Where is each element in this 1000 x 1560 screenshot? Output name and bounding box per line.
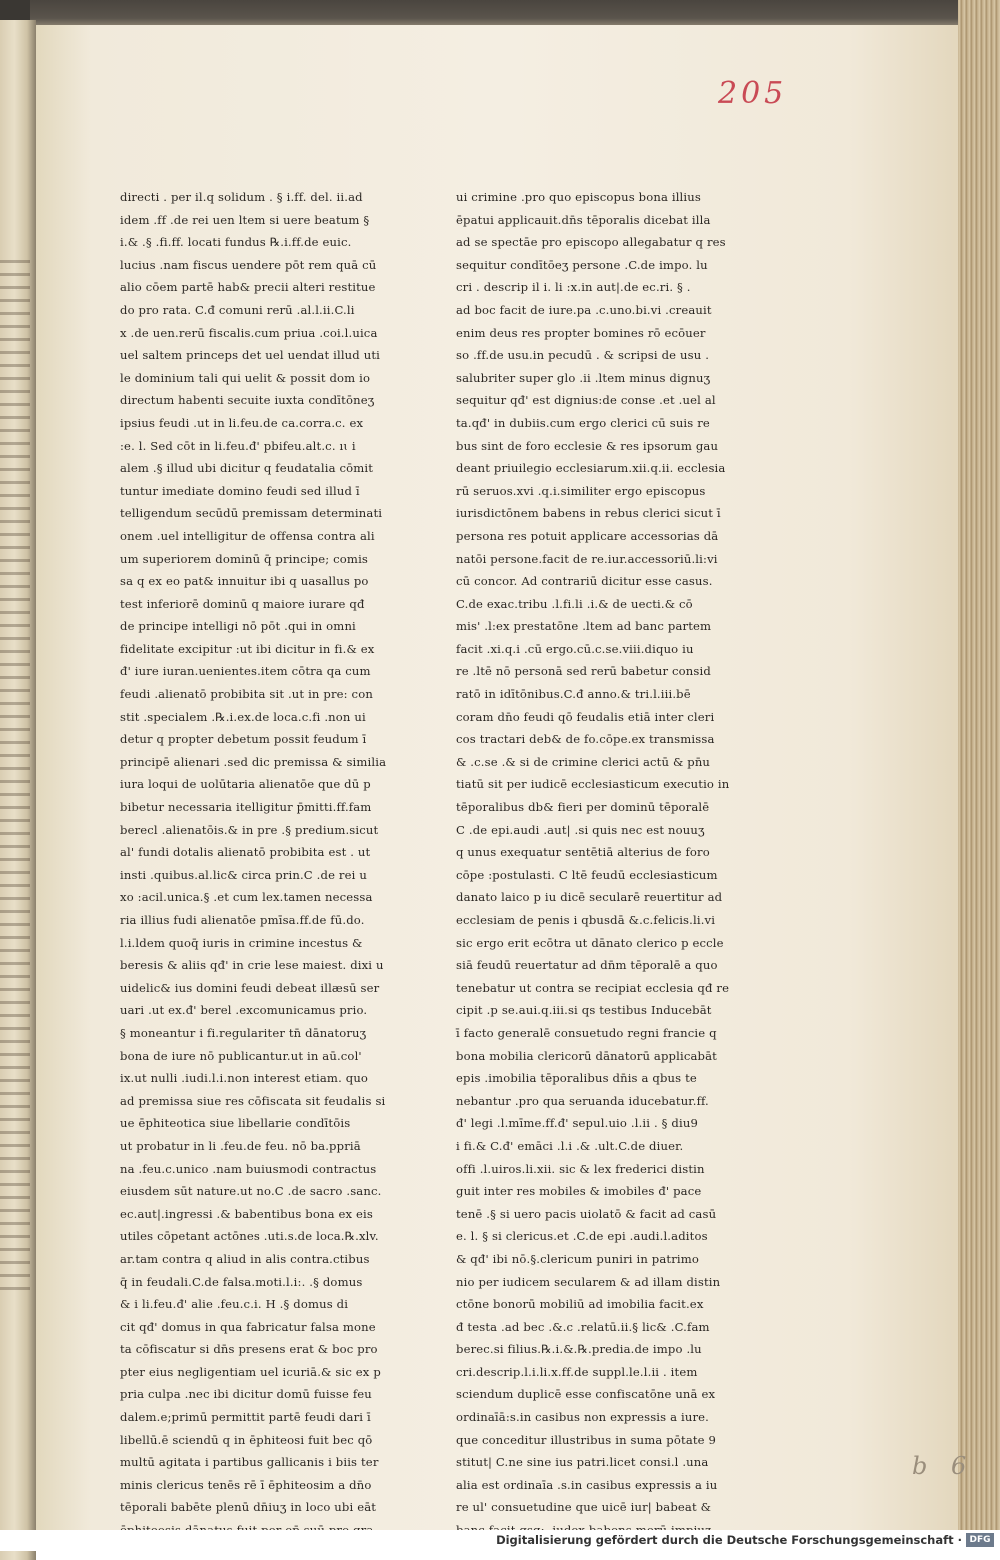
text-line: idem .ff .de rei uen ltem si uere beatum § xyxy=(120,212,370,227)
text-line: epis .imobilia tēporalibus dn̄is a qbus te xyxy=(456,1071,697,1086)
text-line: xo :acil.unica.§ .et cum lex.tamen necessa xyxy=(120,890,373,905)
text-line: facit .xi.q.i .cū ergo.cū.c.se.viii.diquo iu xyxy=(456,641,694,656)
text-line: enim deus res propter bomines rō ecōuer xyxy=(456,325,706,340)
text-line: lucius .nam fiscus uendere pōt rem quā cū xyxy=(120,257,377,272)
text-line: cri . descrip il i. li :x.in aut|.de ec.ri. § . xyxy=(456,280,691,295)
text-line: guit inter res mobiles & imobiles đ' pace xyxy=(456,1184,702,1199)
text-line: rū seruos.xvi .q.i.similiter ergo episcopus xyxy=(456,483,706,498)
text-line: nio per iudicem secularem & ad illam distin xyxy=(456,1274,721,1289)
text-line: ad boc facit de iure.pa .c.uno.bi.vi .creauit xyxy=(456,302,712,317)
text-line: multū agitata i partibus gallicanis i biis ter xyxy=(120,1455,379,1470)
text-line: mis' .l:ex prestatōne .ltem ad banc partem xyxy=(456,619,712,634)
text-line: tenebatur ut contra se recipiat ecclesia qđ re xyxy=(456,980,730,995)
text-line: ria illius fudi alienatōe pmīsa.ff.de fū.do. xyxy=(120,913,365,927)
text-line: q unus exequatur sentētiā alterius de foro xyxy=(456,845,710,860)
footer-credit: Digitalisierung gefördert durch die Deutsche Forschungsgemeinschaft · xyxy=(496,1533,962,1547)
text-line: re ul' consuetudine que uicē iur| babeat & xyxy=(456,1500,712,1515)
text-line: danato laico p iu dicē secularē reuertitur ad xyxy=(456,890,723,905)
text-line: berecl .alienatōis.& in pre .§ predium.sicut xyxy=(120,822,379,837)
text-line: C .de epi.audi .aut| .si quis nec est nouuʒ xyxy=(456,822,705,837)
text-line: al' fundi dotalis alienatō probibita est . ut xyxy=(120,845,371,860)
text-line: so .ff.de usu.in pecudū . & scripsi de usu . xyxy=(456,348,710,363)
text-line: stit .specialem .℞.i.ex.de loca.c.fi .non ui xyxy=(120,709,366,724)
folio-number: 205 xyxy=(718,76,788,111)
text-line: nebantur .pro qua seruanda iducebatur.ff. xyxy=(456,1093,709,1108)
text-line: pria culpa .nec ibi dicitur domū fuisse feu xyxy=(120,1387,372,1402)
text-line: cipit .p se.aui.q.iii.si qs testibus Inducebāt xyxy=(456,1003,712,1018)
text-line: ar.tam contra q aliud in alis contra.ctibus xyxy=(120,1251,370,1266)
text-line: eiusdem sūt nature.ut no.C .de sacro .sanc. xyxy=(120,1184,382,1199)
text-line: alem .§ illud ubi dicitur q feudatalia cōmit xyxy=(120,461,374,476)
text-line: tēporalibus db& fieri per dominū tēporalē xyxy=(456,800,710,815)
text-line: cōpe :postulasti. C ltē feudū ecclesiasticum xyxy=(456,867,718,882)
text-line: :e. l. Sed cōt in li.feu.đ' pbifeu.alt.c. ıɩ i xyxy=(120,438,356,453)
corner-annotation: b 6 xyxy=(912,1452,975,1480)
text-line: ordinaīā:s.in casibus non expressis a iure. xyxy=(456,1410,710,1425)
text-line: dalem.e;primū permittit partē feudi dari ī xyxy=(120,1410,371,1425)
text-line: directum habenti secuite iuxta condītōneʒ xyxy=(120,393,375,408)
text-line: đ' legi .l.mīme.ff.đ' sepul.uio .l.ii . § diu9 xyxy=(456,1116,698,1131)
text-line: ta.qđ' in dubiis.cum ergo clerici cū suis re xyxy=(456,415,710,430)
text-line: beresis & aliis qđ' in crie lese maiest. dixi u xyxy=(120,958,384,973)
text-line: persona res potuit applicare accessorias dā xyxy=(456,528,719,543)
text-line: detur q propter debetum possit feudum ī xyxy=(120,732,367,747)
text-line: de principe intelligi nō pōt .qui in omni xyxy=(120,619,356,634)
text-line: fidelitate excipitur :ut ibi dicitur in fi.& ex xyxy=(120,641,375,656)
text-line: bona de iure nō publicantur.ut in aū.col' xyxy=(120,1048,362,1063)
text-line: § moneantur i fi.regulariter tn̄ dānatoruʒ xyxy=(120,1025,367,1040)
text-line: berec.si filius.℞.i.&.℞.predia.de impo .lu xyxy=(456,1342,702,1357)
text-line: principē alienari .sed dic premissa & similia xyxy=(120,754,387,769)
text-line: pter eius negligentiam uel icuriā.& sic ex p xyxy=(120,1364,381,1379)
text-line: i.& .§ .fi.ff. locati fundus ℞.i.ff.de euic. xyxy=(120,235,352,250)
text-line: alio cōem partē hab& precii alteri restitue xyxy=(120,280,376,295)
text-line: ue ēphiteotica siue libellarie condītōis xyxy=(120,1116,351,1131)
text-line: iura loqui de uolūtaria alienatōe que dū p xyxy=(120,777,371,792)
text-line: um superiorem dominū q̄ principe; comis xyxy=(120,551,369,566)
text-line: coram dn̄o feudi qō feudalis etiā inter cleri xyxy=(456,709,715,724)
text-line: telligendum secūdū premissam determinati xyxy=(120,506,383,521)
text-line: sa q ex eo pat& innuitur ibi q uasallus po xyxy=(120,574,369,589)
left-text-column xyxy=(120,186,395,1542)
text-line: sciendum duplicē esse confiscatōne unā ex xyxy=(456,1387,716,1402)
text-line: cri.descrip.l.i.li.x.ff.de suppl.le.l.ii . item xyxy=(456,1364,698,1379)
text-line: ec.aut|.ingressi .& babentibus bona ex eis xyxy=(120,1206,373,1221)
text-line: ipsius feudi .ut in li.feu.de ca.corra.c. ex xyxy=(120,415,364,430)
text-line: ī facto generalē consuetudo regni francie q xyxy=(456,1025,717,1040)
text-line: stitut| C.ne sine ius patri.licet consi.l .una xyxy=(456,1455,709,1470)
text-line: ad se spectāe pro episcopo allegabatur q res xyxy=(456,235,726,250)
dfg-logo: DFG xyxy=(966,1533,994,1547)
text-line: minis clericus tenēs rē ī ēphiteosim a dn̄o xyxy=(120,1477,372,1492)
text-line: sequitur qđ' est dignius:de conse .et .uel al xyxy=(456,393,716,408)
page-stack-edge xyxy=(958,0,1000,1530)
text-line: siā feudū reuertatur ad dn̄m tēporalē a quo xyxy=(456,958,718,973)
text-line: onem .uel intelligitur de offensa contra ali xyxy=(120,528,375,543)
text-line: tiatū sit per iudicē ecclesiasticum executio in xyxy=(456,777,730,792)
text-line: sequitur condītōeʒ persone .C.de impo. lu xyxy=(456,257,708,272)
text-line: cos tractari deb& de fo.cōpe.ex transmissa xyxy=(456,732,715,747)
text-line: na .feu.c.unico .nam buiusmodi contractus xyxy=(120,1161,377,1176)
text-line: libellū.ē sciendū q in ēphiteosi fuit bec qō xyxy=(120,1432,373,1447)
text-line: feudi .alienatō probibita sit .ut in pre: con xyxy=(120,687,373,702)
text-line: q̄ in feudali.C.de falsa.moti.l.i:. .§ domus xyxy=(120,1274,363,1289)
footer-bar xyxy=(0,1530,1000,1551)
text-line: offi .l.uiros.li.xii. sic & lex frederici distin xyxy=(456,1161,705,1176)
text-line: i fi.& C.đ' emāci .l.i .& .ult.C.de diuer. xyxy=(456,1138,684,1153)
text-line: e. l. § si clericus.et .C.de epi .audi.l.aditos xyxy=(456,1229,708,1244)
text-line: ēpatui applicauit.dn̄s tēporalis dicebat illa xyxy=(456,212,711,227)
text-line: tēporali babēte plenū dn̄iuʒ in loco ubi eāt xyxy=(120,1500,377,1515)
text-line: insti .quibus.al.lic& circa prin.C .de rei u xyxy=(120,867,367,882)
text-line: đ' iure iuran.uenientes.item cōtra qa cum xyxy=(120,664,371,679)
text-line: l.i.ldem quoq̄ iuris in crimine incestus & xyxy=(120,935,363,950)
text-line: ad premissa siue res cōfiscata sit feudalis si xyxy=(120,1093,386,1108)
right-text-column xyxy=(456,186,730,1542)
text-line: cū concor. Ad contrariū dicitur esse casus. xyxy=(456,574,713,589)
text-line: re .ltē nō personā sed rerū babetur consid xyxy=(456,664,711,679)
text-line: uidelic& ius domini feudi debeat illæsū ser xyxy=(120,980,380,995)
text-line: ctōne bonorū mobiliū ad imobilia facit.ex xyxy=(456,1297,704,1312)
text-line: que conceditur illustribus in suma pōtate 9 xyxy=(456,1432,717,1447)
text-line: alia est ordinaīa .s.in casibus expressis a iu xyxy=(456,1477,718,1492)
text-line: uari .ut ex.đ' berel .excomunicamus prio. xyxy=(120,1003,368,1018)
top-shadow-strip xyxy=(30,0,970,26)
text-line: test inferiorē dominū q maiore iurare qđ xyxy=(120,596,365,611)
text-line: do pro rata. C.đ comuni rerū .al.l.ii.C.li xyxy=(120,302,355,317)
text-line: ix.ut nulli .iudi.l.i.non interest etiam. quo xyxy=(120,1071,369,1086)
text-line: deant priuilegio ecclesiarum.xii.q.ii. ecclesia xyxy=(456,461,726,476)
text-line: ta cōfiscatur si dn̄s presens erat & boc pro xyxy=(120,1342,378,1357)
text-line: & qđ' ibi nō.§.clericum puniri in patrimo xyxy=(456,1251,700,1266)
text-line: iurisdictōnem babens in rebus clerici sicut ī xyxy=(456,506,721,521)
text-line: uel saltem princeps det uel uendat illud uti xyxy=(120,348,380,363)
text-line: & i li.feu.đ' alie .feu.c.i. H .§ domus di xyxy=(120,1297,349,1312)
facing-page-text-bleed xyxy=(0,260,30,1300)
text-line: C.de exac.tribu .l.fi.li .i.& de uecti.& cō xyxy=(456,596,693,611)
text-line: ratō in idītōnibus.C.đ anno.& tri.l.iii.bē xyxy=(456,687,691,702)
text-line: ut probatur in li .feu.de feu. nō ba.ppriā xyxy=(120,1138,361,1153)
text-line: bus sint de foro ecclesie & res ipsorum gau xyxy=(456,438,719,453)
text-line: tuntur imediate domino feudi sed illud ī xyxy=(120,483,360,498)
text-line: tenē .§ si uero pacis uiolatō & facit ad casū xyxy=(456,1206,717,1221)
text-line: bona mobilia clericorū dānatorū applicabāt xyxy=(456,1048,717,1063)
text-line: sic ergo erit ecōtra ut dānato clerico p eccle xyxy=(456,935,724,950)
text-line: cit qđ' domus in qua fabricatur falsa mone xyxy=(120,1319,376,1334)
text-line: đ testa .ad bec .&.c .relatū.ii.§ lic& .C.fam xyxy=(456,1319,710,1334)
text-line: ui crimine .pro quo episcopus bona illius xyxy=(456,190,701,204)
text-line: utiles cōpetant actōnes .uti.s.de loca.℞.xlv. xyxy=(120,1229,379,1244)
text-line: ecclesiam de penis i qbusdā &.c.felicis.li.vi xyxy=(456,913,716,927)
text-line: salubriter super glo .ii .ltem minus dignuʒ xyxy=(456,370,711,385)
text-line: directi . per il.q solidum . § i.ff. del. ii.ad xyxy=(120,190,363,204)
text-line: le dominium tali qui uelit & possit dom io xyxy=(120,370,371,385)
facing-page-edge xyxy=(0,20,36,1560)
text-line: & .c.se .& si de crimine clerici actū & pn̄u xyxy=(456,754,711,769)
text-line: x .de uen.rerū fiscalis.cum priua .coi.l.uica xyxy=(120,325,378,340)
text-line: natōi persone.facit de re.iur.accessoriū.li:vi xyxy=(456,551,718,566)
text-line: bibetur necessaria itelligitur p̄mitti.ff.fam xyxy=(120,800,372,815)
